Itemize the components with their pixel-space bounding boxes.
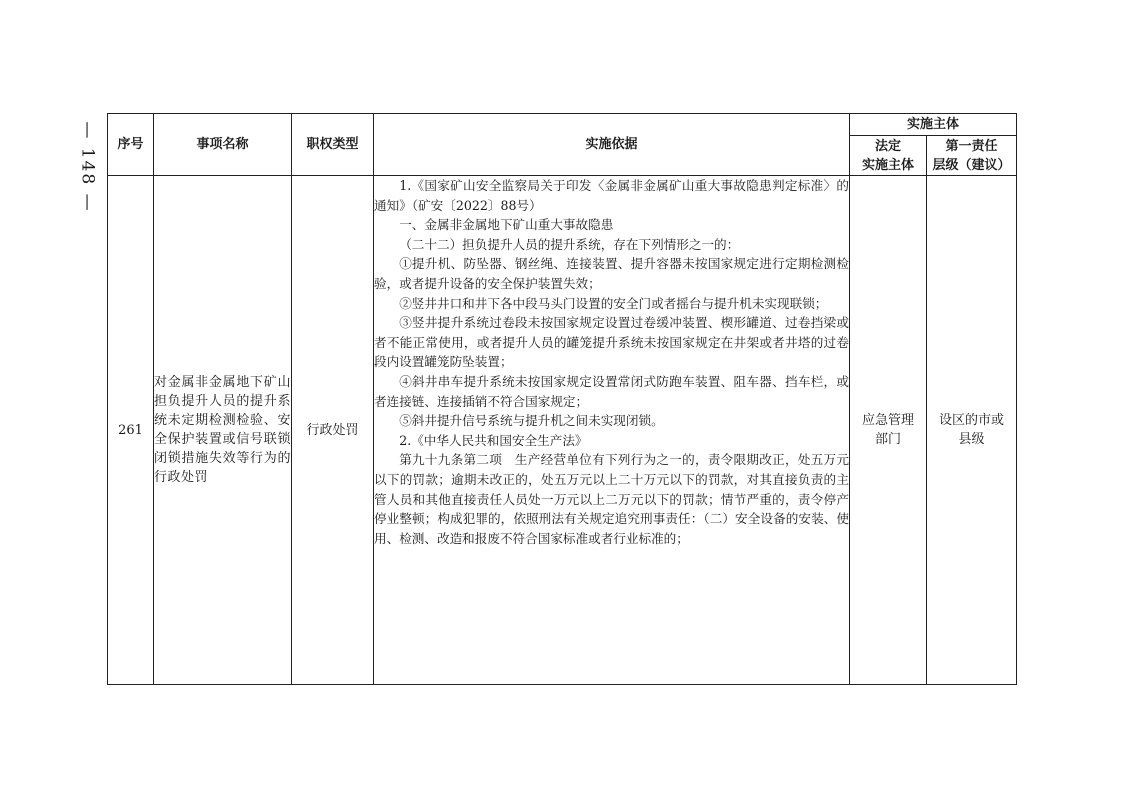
cell-item-name: 对金属非金属地下矿山担负提升人员的提升系统未定期检测检验、安全保护装置或信号联锁闭锁措施失效等行为的行政处罚: [154, 176, 292, 685]
cell-first-level: 设区的市或 县级: [927, 176, 1017, 685]
basis-line: ①提升机、防坠器、钢丝绳、连接装置、提升容器未按国家规定进行定期检测检验，或者提升设备的安全保护装置失效；: [374, 256, 849, 291]
header-item-name: 事项名称: [154, 114, 292, 176]
basis-line: 一、金属非金属地下矿山重大事故隐患: [399, 217, 614, 233]
table-row: [108, 176, 1017, 685]
header-authority-type: 职权类型: [292, 114, 374, 176]
basis-line: 第九十九条第二项 生产经营单位有下列行为之一的，责令限期改正，处五万元以下的罚款；逾期未改正的，处五万元以上二十万元以下的罚款，对其直接负责的主管人员和其他直接责任人员处一万元以上二万元以下的罚款；情节严重的，责令停产停业整顿；构成犯罪的，依照刑法有关规定追究刑事责任：（二）安全设备的安装、使用、检测、改造和报废不符合国家标准或者行业标准的；: [374, 452, 849, 546]
basis-line: （二十二）担负提升人员的提升系统，存在下列情形之一的：: [399, 236, 740, 252]
basis-line: ④斜井串车提升系统未按国家规定设置常闭式防跑车装置、阻车器、挡车栏，或者连接链、连接插销不符合国家规定；: [374, 373, 849, 409]
authority-table: [107, 113, 1017, 685]
basis-line: 2.《中华人民共和国安全生产法》: [399, 432, 588, 448]
basis-line: ③竖井提升系统过卷段未按国家规定设置过卷缓冲装置、楔形罐道、过卷挡梁或者不能正常使用，或者提升人员的罐笼提升系统未按国家规定在井架或者井塔的过卷段内设置罐笼防坠装置；: [374, 315, 849, 370]
cell-basis: [374, 176, 850, 685]
header-first-level: 第一责任 层级（建议）: [927, 136, 1017, 176]
page-number-text: — 148 —: [78, 121, 99, 213]
cell-legal-subject: 应急管理 部门: [850, 176, 927, 685]
cell-authority-type: 行政处罚: [292, 176, 374, 685]
header-seq: 序号: [108, 114, 154, 176]
basis-line: ⑤斜井提升信号系统与提升机之间未实现闭锁。: [399, 413, 664, 429]
header-basis: 实施依据: [374, 114, 850, 176]
page-number: [74, 112, 102, 222]
header-subject-group: 实施主体: [850, 114, 1017, 136]
basis-line: 1.《国家矿山安全监察局关于印发〈金属非金属矿山重大事故隐患判定标准〉的通知》（矿安〔2022〕88号）: [374, 178, 849, 213]
cell-seq: 261: [108, 176, 154, 685]
basis-line: ②竖井井口和井下各中段马头门设置的安全门或者摇台与提升机未实现联锁；: [399, 295, 828, 311]
header-legal-subject: 法定 实施主体: [850, 136, 927, 176]
